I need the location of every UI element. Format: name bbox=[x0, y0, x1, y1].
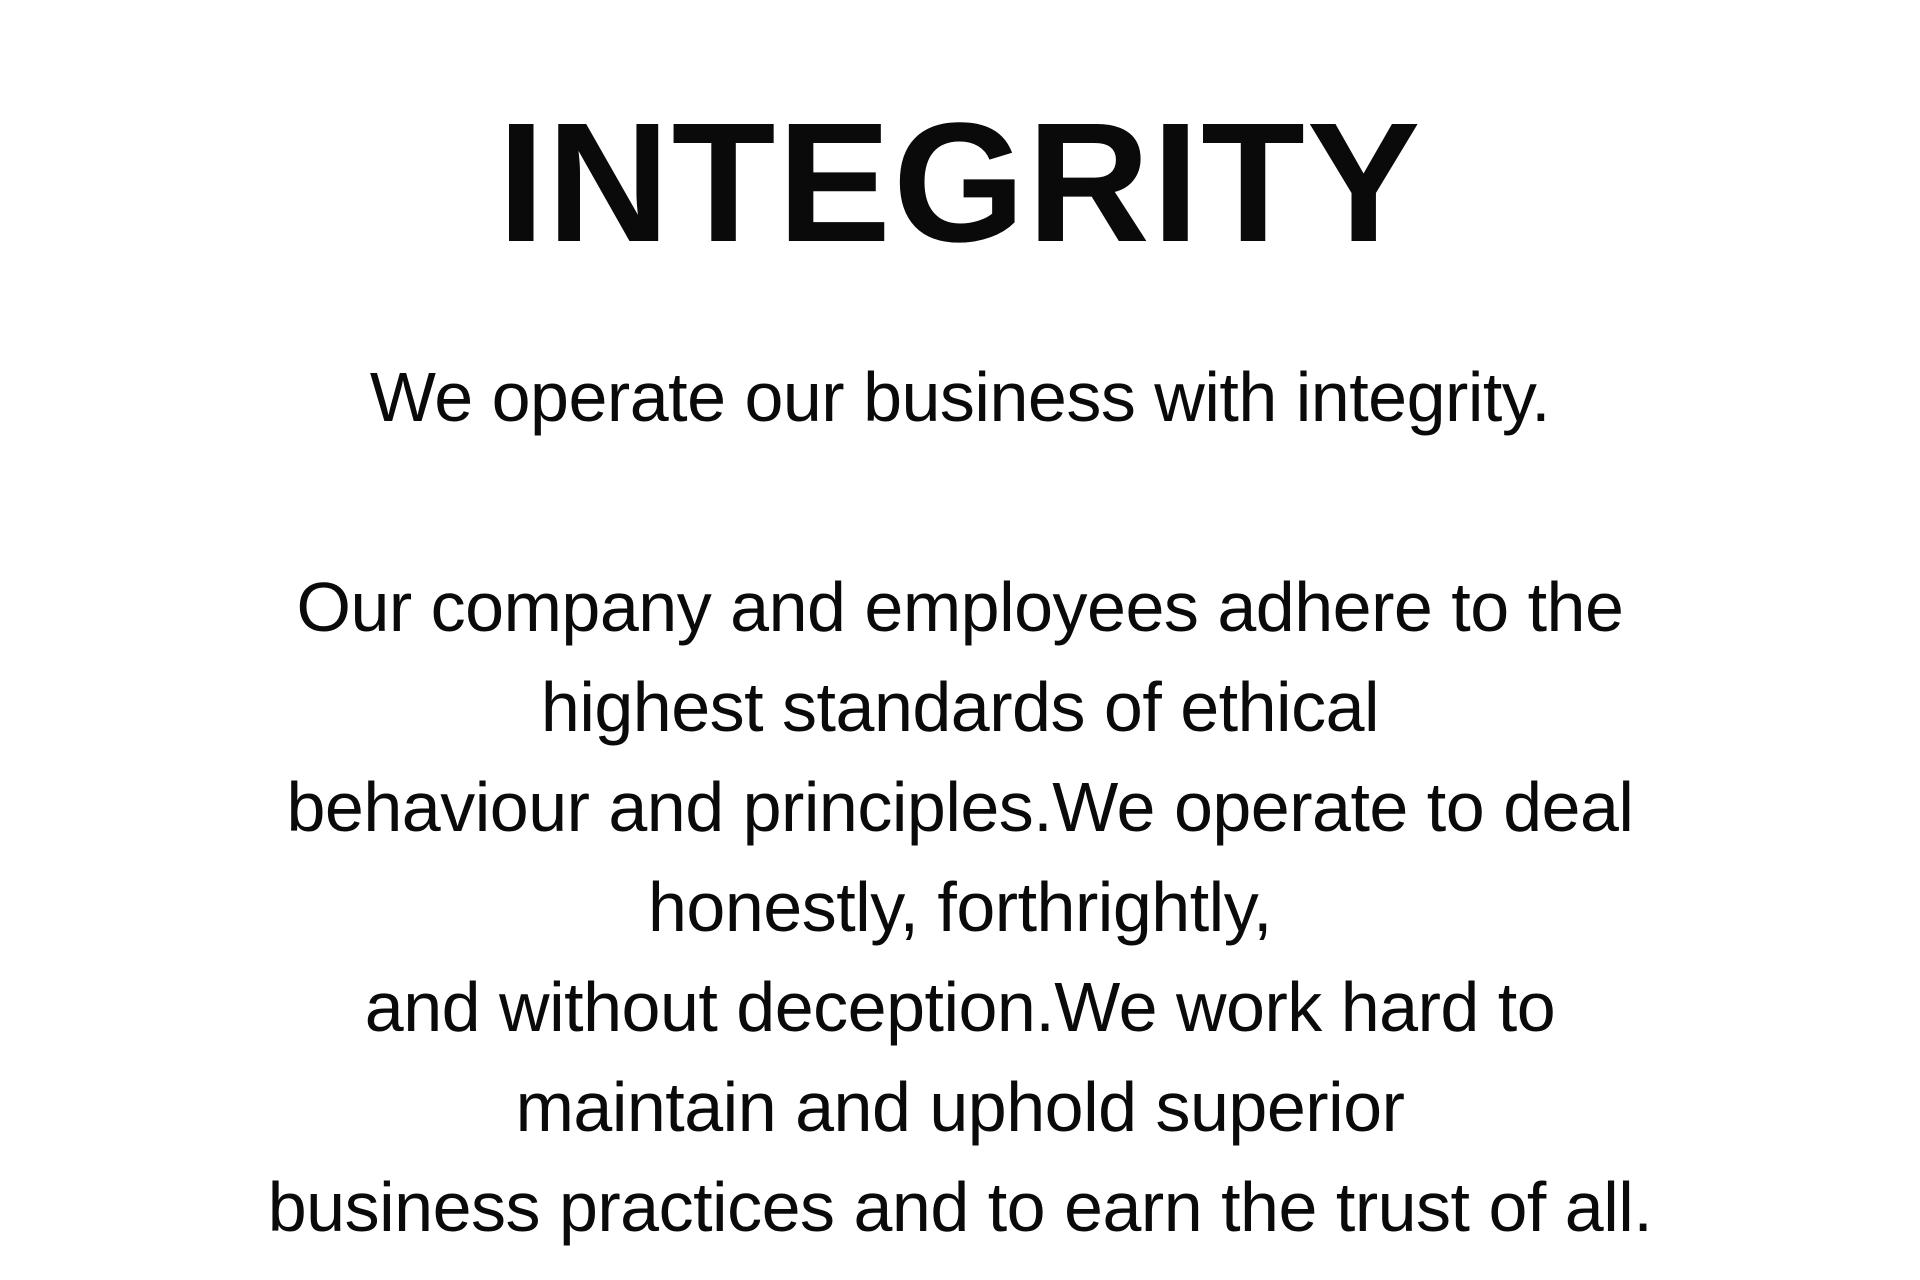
paragraph-line: honestly, forthrightly, bbox=[648, 868, 1272, 946]
paragraph-line: behaviour and principles.We operate to deal bbox=[286, 768, 1634, 846]
paragraph-line: and without deception.We work hard to bbox=[364, 968, 1556, 1046]
page-title: INTEGRITY bbox=[497, 88, 1423, 278]
paragraph-line: maintain and uphold superior bbox=[515, 1068, 1405, 1146]
paragraph-line: highest standards of ethical bbox=[540, 668, 1380, 746]
intro-statement: We operate our business with integrity. bbox=[369, 358, 1551, 436]
paragraph-line: business practices and to earn the trust of all. bbox=[267, 1168, 1653, 1246]
paragraph-line: Our company and employees adhere to the bbox=[296, 568, 1624, 646]
values-paragraph bbox=[268, 557, 1653, 1257]
